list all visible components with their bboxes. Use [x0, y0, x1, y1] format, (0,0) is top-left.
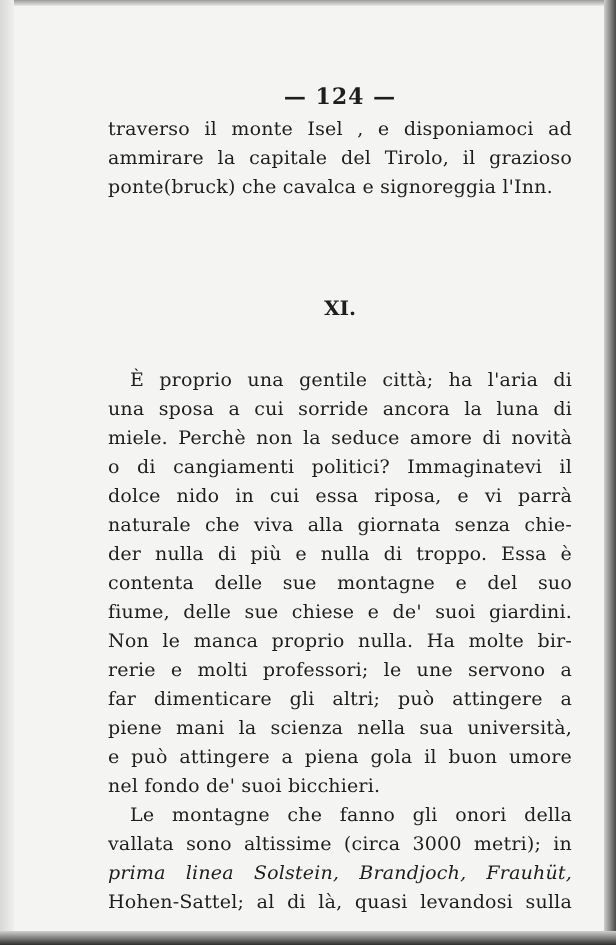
- text-line: far dimenticare gli altri; può attingere a: [108, 688, 572, 710]
- page-bottom-edge: [0, 931, 616, 945]
- text-line: piene mani la scienza nella sua università,: [108, 717, 572, 739]
- page-number: — 124 —: [283, 84, 397, 110]
- text-line: Hohen-Sattel; al di là, quasi levandosi sulla: [108, 891, 572, 913]
- section-heading: XI.: [324, 296, 356, 320]
- text-line: nel fondo de' suoi bicchieri.: [108, 775, 381, 797]
- text-line: ammirare la capitale del Tirolo, il grazioso: [108, 147, 572, 169]
- text-line: traverso il monte Isel , e disponiamoci ad: [108, 118, 572, 140]
- page-right-edge: [604, 0, 616, 945]
- text-line: Le montagne che fanno gli onori della: [130, 804, 572, 826]
- text-line: ponte(bruck) che cavalca e signoreggia l'Inn.: [108, 176, 553, 198]
- text-line: È proprio una gentile città; ha l'aria di: [130, 369, 572, 391]
- text-line: miele. Perchè non la seduce amore di novità: [108, 427, 572, 449]
- text-line: rerie e molti professori; le une servono a: [108, 659, 572, 681]
- text-line: der nulla di più e nulla di troppo. Essa è: [108, 543, 572, 565]
- text-line: Non le manca proprio nulla. Ha molte bir-: [108, 630, 572, 652]
- text-line: prima linea Solstein, Brandjoch, Frauhüt,: [108, 862, 572, 884]
- text-line: e può attingere a piena gola il buon umore: [108, 746, 572, 768]
- text-line: naturale che viva alla giornata senza chie-: [108, 514, 572, 536]
- text-line: o di cangiamenti politici? Immaginatevi il: [108, 456, 572, 478]
- text-line: fiume, delle sue chiese e de' suoi giardini.: [108, 601, 572, 623]
- text-line: dolce nido in cui essa riposa, e vi parrà: [108, 485, 572, 507]
- text-line: una sposa a cui sorride ancora la luna di: [108, 398, 572, 420]
- text-line: vallata sono altissime (circa 3000 metri); in: [108, 833, 572, 855]
- text-line: contenta delle sue montagne e del suo: [108, 572, 572, 594]
- page-top-edge: [0, 0, 616, 6]
- page-left-edge: [0, 0, 14, 945]
